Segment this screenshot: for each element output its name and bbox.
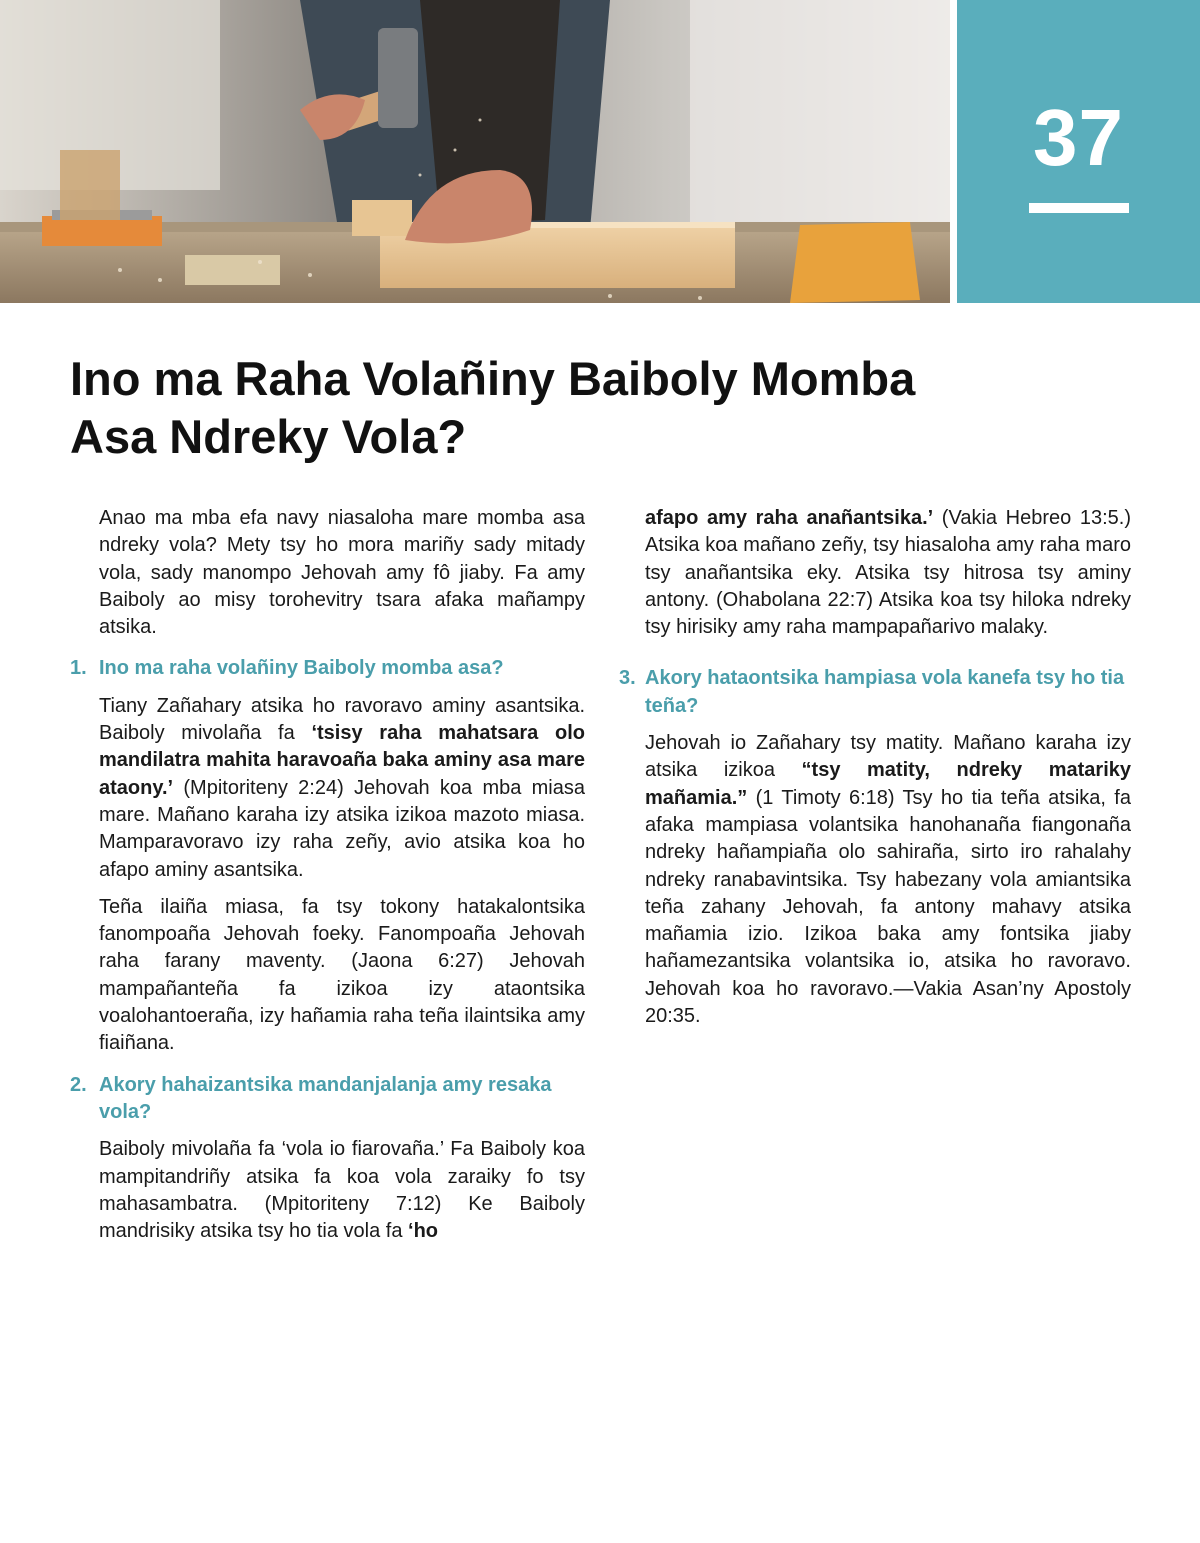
- page-title: Ino ma Raha Volañiny Baiboly Momba Asa Ndreky Vola?: [70, 352, 916, 463]
- bible-quote-continued: afapo amy raha anañantsika.’: [645, 507, 934, 529]
- hero-photo: [0, 0, 950, 303]
- section-2-number: 2.: [70, 1073, 87, 1096]
- section-2-paragraph-1: Baiboly mivolaña fa ‘vola io fiarovaña.’ Fa Baiboly koa mampitandriñy atsika fa koa vola zaraiky fo tsy mahasambatra. (Mpitoriteny 7:12) Ke Baiboly mandrisiky atsika tsy ho tia vola fa ‘ho: [99, 1138, 585, 1243]
- section-2-heading: [70, 1072, 585, 1127]
- bible-quote: ‘ho: [408, 1220, 439, 1243]
- section-1-heading-text: Ino ma raha volañiny Baiboly momba asa?: [99, 657, 504, 680]
- section-2-paragraph-1-continued: afapo amy raha anañantsika.’ (Vakia Hebreo 13:5.) Atsika koa mañano zeñy, tsy hiasaloha amy raha maro tsy anañantsika eky. Atsika tsy hitrosa tsy aminy antony. (Ohabolana 22:7) Atsika koa tsy hiloka ndreky tsy hirisiky amy raha mampapañarivo malaky.: [645, 507, 1131, 639]
- left-column: [70, 505, 585, 1245]
- section-1-heading: [70, 655, 585, 682]
- section-3-heading: [619, 665, 1131, 720]
- section-1-paragraph-2: Teña ilaiña miasa, fa tsy tokony hatakalontsika fanompoaña Jehovah foeky. Fanompoaña Jehovah raha farany maventy. (Jaona 6:27) Jehovah mampañanteña fa izikoa izy ataontsika voalohantoeraña, izy hañamia raha teña ilaintsika amy fiaiñana.: [99, 895, 585, 1055]
- lesson-badge: [957, 0, 1200, 303]
- bible-quote: “tsy matity, ndreky matariky mañamia.”: [645, 759, 1131, 809]
- section-3-heading-text: Akory hataontsika hampiasa vola kanefa tsy ho tia teña?: [645, 667, 1125, 717]
- right-column: [619, 505, 1131, 1040]
- lesson-number: 37: [1033, 93, 1124, 182]
- section-3-paragraph-1: Jehovah io Zañahary tsy matity. Mañano karaha izy atsika izikoa “tsy matity, ndreky matariky mañamia.” (1 Timoty 6:18) Tsy ho tia teña atsika, fa afaka mampiasa volantsika hanohanaña fiangonaña ndreky hañampiaña olo sahiraña, sirto iro rahalahy ndreky ranabavintsika. Tsy habezany vola amiantsika teña zahany Jehovah, fa antony mahavy atsika mañamia izio. Izikoa baka amy fontsika jiaby hañamezantsika volantsika io, atsika ho ravoravo. Jehovah koa ho ravoravo.—Vakia Asan’ny Apostoly 20:35.: [645, 732, 1131, 1028]
- intro-paragraph: Anao ma mba efa navy niasaloha mare momba asa ndreky vola? Mety tsy ho mora mariñy sady mitady vola, sady manompo Jehovah amy fô jiaby. Fa amy Baiboly ao misy torohevitry tsara afaka mañampy atsika.: [99, 507, 585, 639]
- bible-quote: ‘tsisy raha mahatsara olo mandilatra mahita haravoaña baka aminy asa mare ataony.’: [99, 722, 585, 799]
- lesson-number-underline: [1029, 203, 1129, 213]
- section-3-number: 3.: [619, 667, 636, 690]
- section-2-heading-text: Akory hahaizantsika mandanjalanja amy resaka vola?: [99, 1073, 552, 1123]
- section-1-paragraph-1: Tiany Zañahary atsika ho ravoravo aminy asantsika. Baiboly mivolaña fa ‘tsisy raha mahatsara olo mandilatra mahita haravoaña baka aminy asa mare ataony.’ (Mpitoriteny 2:24) Jehovah koa mba miasa mare. Mañano karaha izy atsika izikoa mazoto miasa. Mamparavoravo izy raha zeñy, avio atsika koa ho afapo aminy asantsika.: [99, 694, 585, 881]
- section-1-number: 1.: [70, 657, 87, 680]
